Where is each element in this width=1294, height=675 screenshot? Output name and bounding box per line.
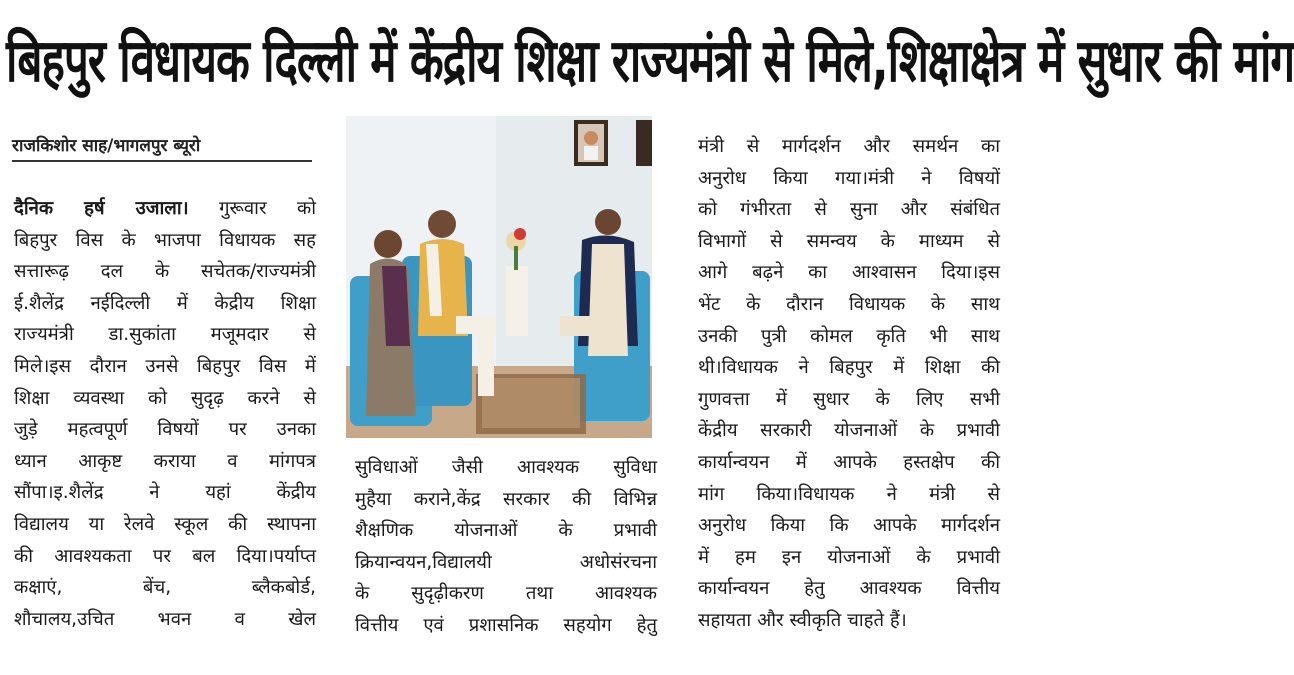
text-line: क्रियान्वयन,विद्यालयी अधोसंरचना bbox=[355, 551, 657, 573]
text-line: विभागों से समन्वय के माध्यम से bbox=[698, 230, 1000, 252]
text-line: शौचालय,उचित भवन व खेल bbox=[14, 608, 316, 630]
text-line: शिक्षा व्यवस्था को सुदृढ़ करने से bbox=[14, 387, 316, 409]
text-line: कार्यान्वयन में आपके हस्तक्षेप की bbox=[698, 451, 1000, 473]
text-line: ध्यान आकृष्ट कराया व मांगपत्र bbox=[14, 450, 316, 472]
news-photo bbox=[346, 116, 652, 438]
text-line: राज्यमंत्री डा.सुकांता मजूमदार से bbox=[14, 324, 316, 346]
text-line: अनुरोध किया गया।मंत्री ने विषयों bbox=[698, 167, 1000, 189]
text-line: की आवश्यकता पर बल दिया।पर्याप्त bbox=[14, 545, 316, 567]
article-column-1 bbox=[14, 193, 316, 635]
text-line: अनुरोध किया कि आपके मार्गदर्शन bbox=[698, 515, 1000, 537]
text-line: उनकी पुत्री कोमल कृति भी साथ bbox=[698, 325, 1000, 347]
article-headline: बिहपुर विधायक दिल्ली में केंद्रीय शिक्षा राज्यमंत्री से मिले,शिक्षाक्षेत्र में सुधार की मांग bbox=[6, 26, 1294, 96]
text-line: मुहैया कराने,केंद्र सरकार की विभिन्न bbox=[355, 488, 657, 510]
text-line: विद्यालय या रेलवे स्कूल की स्थापना bbox=[14, 513, 316, 535]
text-line: गुणवत्ता में सुधार के लिए सभी bbox=[698, 388, 1000, 410]
text-line: वित्तीय एवं प्रशासनिक सहयोग हेतु bbox=[355, 614, 657, 636]
text-line: सहायता और स्वीकृति चाहते हैं। bbox=[698, 609, 907, 631]
text-line: केंद्रीय सरकारी योजनाओं के प्रभावी bbox=[698, 420, 1000, 442]
text-line: में हम इन योजनाओं के प्रभावी bbox=[698, 546, 1000, 568]
article-column-3 bbox=[698, 131, 1000, 637]
text-line: मंत्री से मार्गदर्शन और समर्थन का bbox=[698, 136, 1000, 157]
text-line: बिहपुर विस के भाजपा विधायक सह bbox=[14, 229, 316, 251]
text-line: शैक्षणिक योजनाओं के प्रभावी bbox=[355, 520, 657, 542]
text-line: कार्यान्वयन हेतु आवश्यक वित्तीय bbox=[698, 578, 1000, 600]
newspaper-lead: दैनिक हर्ष उजाला। bbox=[14, 198, 189, 219]
text-line: कक्षाएं, बेंच, ब्लैकबोर्ड, bbox=[14, 577, 316, 599]
text-line: थी।विधायक ने बिहपुर में शिक्षा की bbox=[698, 357, 1000, 379]
text-line: के सुदृढ़ीकरण तथा आवश्यक bbox=[355, 583, 657, 605]
text-line bbox=[14, 193, 316, 225]
article-column-2 bbox=[355, 452, 657, 642]
meeting-photo-illustration bbox=[346, 116, 652, 438]
text-line: जुड़े महत्वपूर्ण विषयों पर उनका bbox=[14, 419, 316, 441]
text-line: आगे बढ़ने का आश्वासन दिया।इस bbox=[698, 262, 1000, 284]
text-line: सुविधाओं जैसी आवश्यक सुविधा bbox=[355, 457, 657, 478]
text-line: मांग किया।विधायक ने मंत्री से bbox=[698, 483, 1000, 505]
text-line: भेंट के दौरान विधायक के साथ bbox=[698, 293, 1000, 315]
byline: राजकिशोर साह/भागलपुर ब्यूरो bbox=[12, 133, 312, 162]
text-line: मिले।इस दौरान उनसे बिहपुर विस में bbox=[14, 355, 316, 377]
text-line: को गंभीरता से सुना और संबंधित bbox=[698, 199, 1000, 221]
text-line: सत्तारूढ़ दल के सचेतक/राज्यमंत्री bbox=[14, 261, 316, 283]
text-line-fragment: गुरूवार को bbox=[188, 198, 316, 219]
text-line: सौंपा।इ.शैलेंद्र ने यहां केंद्रीय bbox=[14, 482, 316, 504]
text-line: ई.शैलेंद्र नईदिल्ली में केद्रीय शिक्षा bbox=[14, 292, 316, 314]
